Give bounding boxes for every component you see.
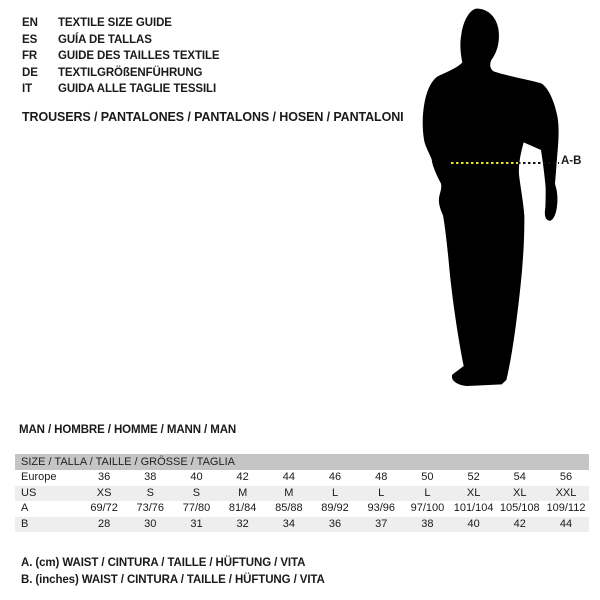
language-code: IT [22,83,33,96]
size-table [15,454,589,532]
table-row-europe [15,470,589,486]
table-cell: M [238,486,248,499]
table-cell: 77/80 [182,502,211,514]
table-cell: L [331,486,339,499]
table-cell: 42 [513,517,526,530]
man-silhouette-image [400,0,600,400]
language-label: TEXTILE SIZE GUIDE [58,17,172,29]
waist-measure-line-callout [518,162,559,164]
table-row-a-cm [15,501,589,517]
language-code: FR [22,50,38,63]
table-cell: 32 [236,517,249,530]
table-cell: 54 [513,471,526,483]
gender-title: MAN / HOMBRE / HOMME / MANN / MAN [19,424,237,436]
table-row-us [15,486,589,502]
table-cell: 38 [144,471,157,483]
table-cell: 40 [467,517,480,530]
language-code: DE [22,66,38,79]
category-title: TROUSERS / PANTALONES / PANTALONS / HOSEN / PANTALONI [22,110,404,124]
language-label: GUÍA DE TALLAS [58,33,152,46]
table-cell: 52 [467,471,480,483]
table-cell: S [146,486,154,499]
table-cell: S [192,486,201,499]
note-b-inches: B. (inches) WAIST / CINTURA / TAILLE / HÜFTUNG / VITA [21,574,325,586]
table-cell: 38 [421,517,434,530]
language-legend [22,15,220,98]
table-cell: 56 [559,471,573,483]
table-cell: L [378,486,385,499]
table-cell: 97/100 [410,502,445,514]
table-cell: 105/108 [499,502,540,514]
table-row-b-inches [15,517,589,533]
table-cell: 101/104 [453,502,494,514]
language-row-es [22,32,220,49]
table-cell: 36 [328,517,342,530]
language-row-de [22,65,220,82]
table-cell: 44 [282,471,295,483]
table-cell: XS [96,486,112,499]
table-cell: 44 [559,517,573,530]
measure-label-ab: A-B [561,155,582,167]
waist-measure-line-on-body [451,162,518,164]
table-cell: XL [466,486,481,499]
table-cell: 34 [282,517,295,530]
language-label: GUIDE DES TAILLES TEXTILE [58,50,220,63]
table-cell: 93/96 [367,502,395,514]
table-cell: 109/112 [546,502,586,514]
row-label: Europe [21,471,57,483]
language-row-it [22,81,220,98]
language-row-fr [22,48,220,65]
measurement-notes [21,555,325,589]
table-cell: 31 [190,517,203,530]
language-row-en [22,15,220,32]
language-code: EN [22,17,38,29]
language-code: ES [22,33,38,46]
row-label: A [21,502,29,514]
table-cell: 69/72 [90,502,118,514]
table-cell: L [424,486,431,499]
row-label: US [21,486,37,499]
table-cell: 36 [97,471,111,483]
table-cell: 37 [375,517,388,530]
table-cell: 48 [375,471,388,483]
size-table-header: SIZE / TALLA / TAILLE / GRÖSSE / TAGLIA [15,454,589,470]
language-label: TEXTILGRÖßENFÜHRUNG [58,66,203,79]
table-cell: 42 [236,471,249,483]
row-label: B [21,517,29,530]
language-label: GUIDA ALLE TAGLIE TESSILI [58,83,217,96]
table-cell: M [284,486,294,499]
table-cell: 85/88 [275,502,303,514]
table-cell: 46 [328,471,342,483]
table-cell: 89/92 [321,502,349,514]
table-cell: 81/84 [228,502,257,514]
table-cell: 30 [144,517,157,530]
table-cell: XXL [555,486,577,499]
table-cell: 73/76 [136,502,165,514]
note-a-cm: A. (cm) WAIST / CINTURA / TAILLE / HÜFTUNG / VITA [21,557,306,569]
table-cell: 28 [97,517,111,530]
table-cell: 50 [421,471,434,483]
table-cell: XL [513,486,527,499]
table-cell: 40 [190,471,203,483]
